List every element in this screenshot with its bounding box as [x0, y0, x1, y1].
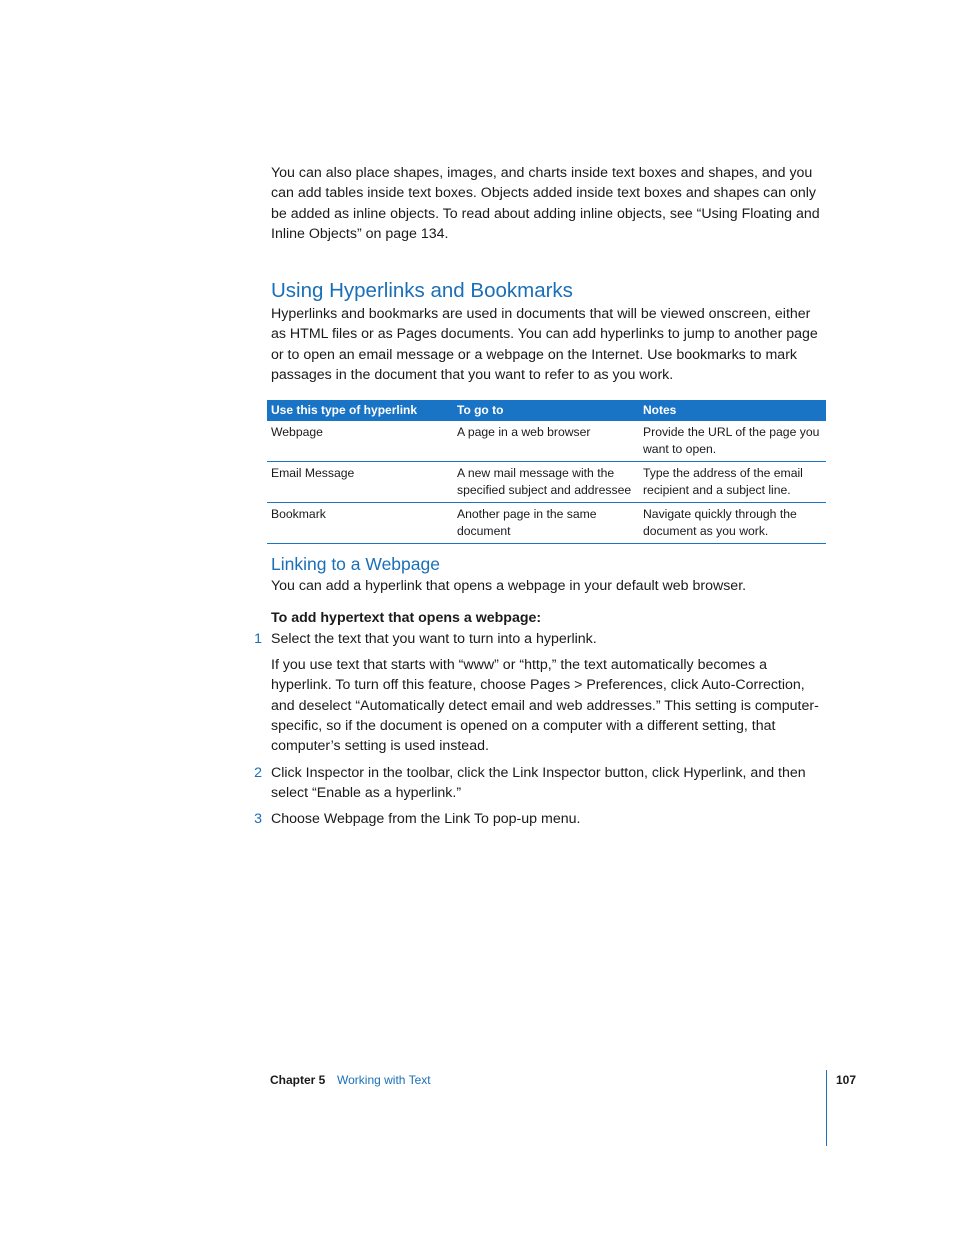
table-row [267, 503, 826, 544]
table-header-cell: Notes [639, 400, 826, 421]
table-cell: A page in a web browser [453, 421, 639, 462]
step-text: Click Inspector in the toolbar, click the Link Inspector button, click Hyperlink, and then select “Enable as a hyperlink.” [271, 765, 806, 802]
step-number: 3 [254, 811, 262, 827]
section-paragraph: Hyperlinks and bookmarks are used in documents that will be viewed onscreen, either as HTML files or as Pages documents. You can add hyperlinks to jump to another page or to open an email message or a webpage on the Internet. Use bookmarks to mark passages in the document that you want to refer to as you work. [271, 306, 818, 383]
table-row [267, 421, 826, 462]
footer-divider [826, 1070, 827, 1146]
table-cell: Email Message [267, 462, 453, 503]
table-cell: Webpage [267, 421, 453, 462]
subsection-paragraph: You can add a hyperlink that opens a webpage in your default web browser. [271, 578, 747, 594]
step-number: 2 [254, 765, 262, 781]
table-row [267, 462, 826, 503]
table-cell: Provide the URL of the page you want to open. [639, 421, 826, 462]
intro-paragraph: You can also place shapes, images, and charts inside text boxes and shapes, and you can add tables inside text boxes. Objects added inside text boxes and shapes can only be added as inline objects. To read about adding inline objects, see “Using Floating and Inline Objects” on page 134. [271, 165, 820, 242]
table-cell: Navigate quickly through the document as you work. [639, 503, 826, 544]
page-number: 107 [836, 1073, 857, 1087]
footer-chapter-title: Working with Text [337, 1073, 431, 1087]
step-note-text: If you use text that starts with “www” or “http,” the text automatically becomes a hyperlink. To turn off this feature, choose Pages > Preferences, click Auto-Correction, and deselect “Automatically detect email and web addresses.” This setting is computer-specific, so if the document is opened on a computer with a different setting, that computer’s setting is used instead. [271, 657, 819, 755]
subsection-heading: Linking to a Webpage [271, 554, 440, 574]
table-cell: Bookmark [267, 503, 453, 544]
table-header-cell: To go to [453, 400, 639, 421]
task-heading: To add hypertext that opens a webpage: [271, 610, 542, 626]
table-header-cell: Use this type of hyperlink [267, 400, 453, 421]
step-text: Select the text that you want to turn into a hyperlink. [271, 631, 597, 647]
table-cell: Another page in the same document [453, 503, 639, 544]
hyperlink-types-table [267, 400, 826, 544]
footer-chapter-label: Chapter 5 [270, 1073, 326, 1087]
table-cell: A new mail message with the specified subject and addressee [453, 462, 639, 503]
step-text: Choose Webpage from the Link To pop-up menu. [271, 811, 581, 827]
table-cell: Type the address of the email recipient and a subject line. [639, 462, 826, 503]
step-number: 1 [254, 631, 262, 647]
section-heading: Using Hyperlinks and Bookmarks [271, 279, 573, 302]
table-header-row [267, 400, 826, 421]
